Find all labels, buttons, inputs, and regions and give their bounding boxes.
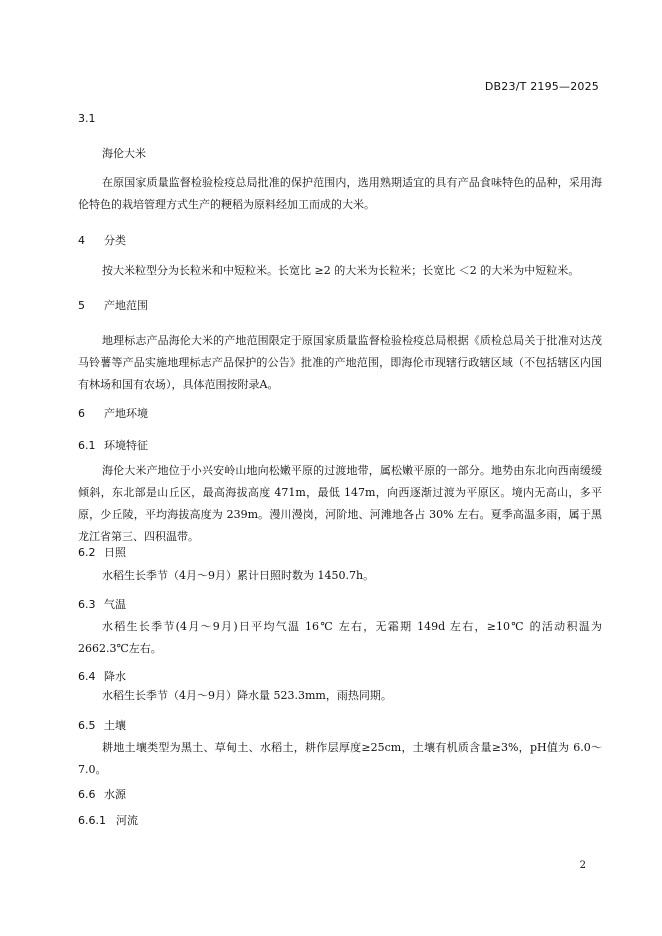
section-6-2-number: 6.2	[78, 546, 96, 559]
section-6-6-1-number: 6.6.1	[78, 814, 106, 827]
term-hailun-rice: 海伦大米	[102, 147, 146, 160]
section-6-2-heading	[78, 544, 126, 560]
section-6-1-text: 海伦大米产地位于小兴安岭山地向松嫩平原的过渡地带，属松嫩平原的一部分。地势由东北向西南缓缓倾斜，东北部是山丘区，最高海拔高度 471m，最低 147m，向西逐渐过渡为平原区。境内无高山，多平原，少丘陵，平均海拔高度为 239m。漫川漫岗，河阶地、河滩地各占 30% 左右。夏季高温多雨，属于黑龙江省第三、四积温带。	[78, 464, 602, 543]
section-5-number: 5	[78, 299, 85, 312]
section-6-6-number: 6.6	[78, 788, 96, 801]
page-number: 2	[579, 860, 586, 871]
section-6-6-1-title: 河流	[116, 814, 138, 827]
section-5-title: 产地范围	[104, 299, 148, 312]
section-6-3-text: 水稻生长季节(4月～9月)日平均气温 16℃ 左右，无霜期 149d 左右，≥10℃ 的活动积温为 2662.3℃左右。	[78, 620, 602, 655]
section-6-2-title: 日照	[104, 546, 126, 559]
section-4-text: 按大米粒型分为长粒米和中短粒米。长宽比 ≥2 的大米为长粒米；长宽比 ＜2 的大米为中短粒米。	[102, 264, 580, 277]
section-6-heading	[78, 405, 148, 421]
section-4-number: 4	[78, 234, 85, 247]
document-id: DB23/T 2195—2025	[484, 80, 599, 93]
section-6-5-title: 土壤	[104, 719, 126, 732]
section-6-title: 产地环境	[104, 407, 148, 420]
section-6-5-heading	[78, 717, 126, 733]
section-6-6-title: 水源	[104, 788, 126, 801]
section-5-text: 地理标志产品海伦大米的产地范围限定于原国家质量监督检验检疫总局根据《质检总局关于批准对达茂马铃薯等产品实施地理标志产品保护的公告》批准的产地范围，即海伦市现辖行政辖区域（不包括辖区内国有林场和国有农场），具体范围按附录A。	[78, 334, 602, 391]
section-6-4-text: 水稻生长季节（4月～9月）降水量 523.3mm，雨热同期。	[102, 689, 392, 702]
section-6-4-number: 6.4	[78, 670, 96, 683]
section-6-4-title: 降水	[104, 670, 126, 683]
section-6-3-title: 气温	[104, 598, 126, 611]
section-6-1-heading	[78, 437, 148, 453]
section-5-heading	[78, 297, 148, 313]
section-6-4-heading	[78, 668, 126, 684]
term-definition: 在原国家质量监督检验检疫总局批准的保护范围内，选用熟期适宜的具有产品食味特色的品种，采用海伦特色的栽培管理方式生产的粳稻为原料经加工而成的大米。	[78, 176, 602, 211]
section-6-3-heading	[78, 596, 126, 612]
section-6-number: 6	[78, 407, 85, 420]
section-6-1-title: 环境特征	[104, 439, 148, 452]
section-6-2-text: 水稻生长季节（4月～9月）累计日照时数为 1450.7h。	[102, 569, 375, 582]
section-6-5-number: 6.5	[78, 719, 96, 732]
section-4-heading	[78, 232, 126, 248]
section-6-6-heading	[78, 786, 126, 802]
section-6-6-1-heading	[78, 812, 138, 828]
section-4-title: 分类	[104, 234, 126, 247]
section-3-1-number: 3.1	[78, 112, 96, 125]
section-6-3-number: 6.3	[78, 598, 96, 611]
section-6-1-number: 6.1	[78, 439, 96, 452]
section-6-5-text: 耕地土壤类型为黑土、草甸土、水稻土，耕作层厚度≥25cm，土壤有机质含量≥3%，pH值为 6.0～7.0。	[78, 741, 602, 776]
